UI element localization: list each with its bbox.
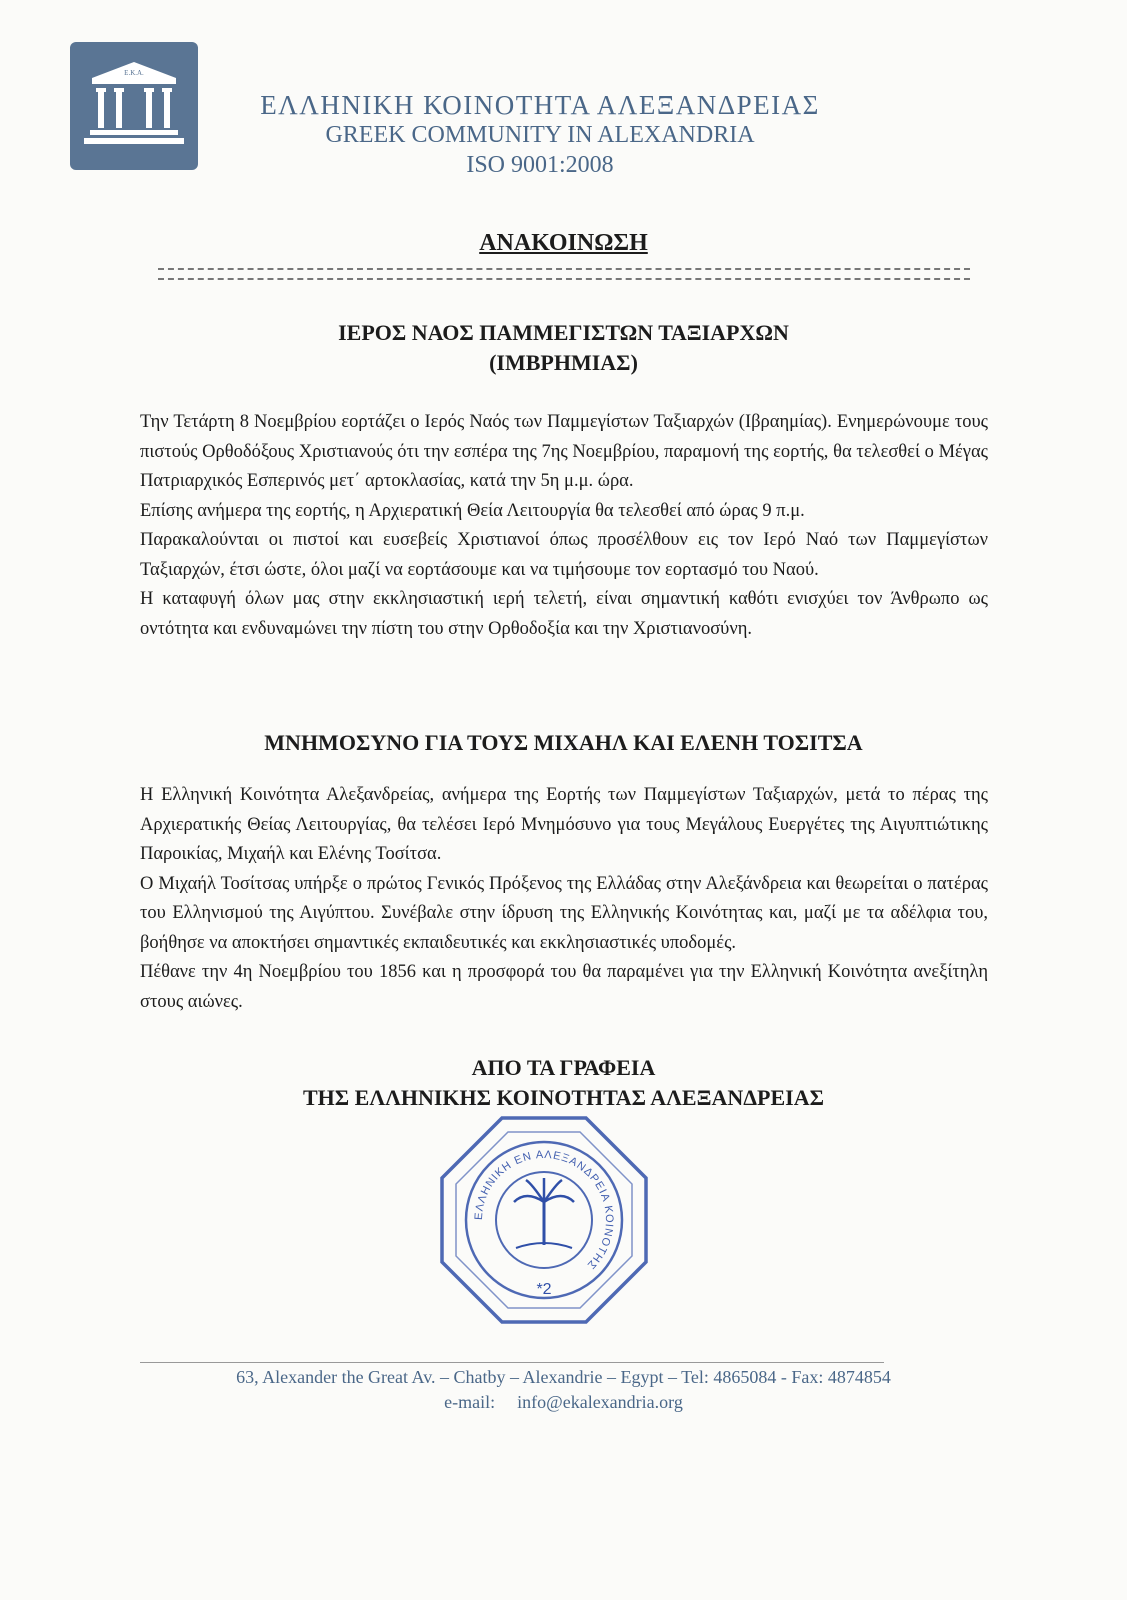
paragraph: Η καταφυγή όλων μας στην εκκλησιαστική ιερή τελετή, είναι σημαντική καθότι ενισχύει τον Άνθρωπο ως οντότητα και ενδυναμώνει την πίστη του στην Ορθοδοξία και την Χριστιανοσύνη. [140, 589, 988, 639]
org-name-greek: ΕΛΛΗΝΙΚΗ ΚΟΙΝΟΤΗΤΑ ΑΛΕΞΑΝΔΡΕΙΑΣ [260, 90, 820, 120]
email-label: e-mail: [444, 1392, 496, 1412]
paragraph: Παρακαλούνται οι πιστοί και ευσεβείς Χριστιανοί όπως προσέλθουν εις τον Ιερό Ναό των Παμμεγίστων Ταξιαρχών, έτσι ώστε, όλοι μαζί να εορτάσουμε και να τιμήσουμε τον εορτασμό του Ναού. [140, 530, 988, 580]
paragraph: Πέθανε την 4η Νοεμβρίου του 1856 και η προσφορά του θα παραμένει για την Ελληνική Κοινότητα ανεξίτηλη στους αιώνες. [140, 962, 988, 1012]
signature-line2: ΤΗΣ ΕΛΛΗΝΙΚΗΣ ΚΟΙΝΟΤΗΤΑΣ ΑΛΕΞΑΝΔΡΕΙΑΣ [302, 1085, 825, 1110]
iso-certification: ISO 9001:2008 [466, 152, 614, 178]
section2-heading: ΜΝΗΜΟΣΥΝΟ ΓΙΑ ΤΟΥΣ ΜΙΧΑΗΛ ΚΑΙ ΕΛΕΝΗ ΤΟΣΙΤΣΑ [264, 730, 863, 755]
footer-divider [140, 1362, 884, 1363]
stamp-text: ΕΛΛΗΝΙΚΗ ΕΝ ΑΛΕΞΑΝΔΡΕΙΑ ΚΟΙΝΟΤΗΣ [472, 1148, 616, 1272]
org-name-english: GREEK COMMUNITY IN ALEXANDRIA [325, 122, 755, 148]
paragraph: Επίσης ανήμερα της εορτής, η Αρχιερατική Θεία Λειτουργία θα τελεσθεί από ώρας 9 π.μ. [140, 500, 805, 521]
paragraph: Η Ελληνική Κοινότητα Αλεξανδρείας, ανήμερα της Εορτής των Παμμεγίστων Ταξιαρχών, μετά το πέρας της Αρχιερατικής Θείας Λειτουργίας, θα τελέσει Ιερό Μνημόσυνο για τους Μεγάλους Ευεργέτες της Αιγυπτιώτικης Παροικίας, Μιχαήλ και Ελένης Τοσίτσα. [140, 785, 988, 864]
paragraph: Ο Μιχαήλ Τοσίτσας υπήρξε ο πρώτος Γενικός Πρόξενος της Ελλάδας στην Αλεξάνδρεια και θεωρείται ο πατέρας του Ελληνισμού της Αιγύπτου. Συνέβαλε στην ίδρυση της Ελληνικής Κοινότητας και, μαζί με τα αδέλφια του, βοήθησε να αποκτήσει σημαντικές εκπαιδευτικές και εκκλησιαστικές υποδομές. [140, 873, 988, 953]
signature-block [0, 1053, 1127, 1113]
temple-icon [70, 42, 198, 170]
section2-body [140, 781, 988, 1017]
stamp-number: *2 [536, 1281, 552, 1298]
official-stamp [434, 1110, 654, 1330]
section1-body [140, 408, 988, 644]
double-dashed-divider [158, 268, 970, 280]
announcement-title: ΑΝΑΚΟΙΝΩΣΗ [479, 230, 648, 256]
logo-text: Ε.Κ.Α. [124, 69, 144, 77]
email-link[interactable]: info@ekalexandria.org [517, 1392, 683, 1412]
community-logo [70, 42, 198, 170]
section1-heading-line2: (ΙΜΒΡΗΜΙΑΣ) [489, 350, 638, 375]
footer-address: 63, Alexander the Great Av. – Chatby – Alexandrie – Egypt – Tel: 4865084 - Fax: 4874854 [236, 1367, 891, 1387]
section1-heading [0, 318, 1127, 378]
footer-email-row [0, 1392, 1127, 1413]
section1-heading-line1: ΙΕΡΟΣ ΝΑΟΣ ΠΑΜΜΕΓΙΣΤΩΝ ΤΑΞΙΑΡΧΩΝ [338, 320, 789, 345]
signature-line1: ΑΠΟ ΤΑ ΓΡΑΦΕΙΑ [471, 1055, 656, 1080]
paragraph: Την Τετάρτη 8 Νοεμβρίου εορτάζει ο Ιερός Ναός των Παμμεγίστων Ταξιαρχών (Ιβραημίας). Ενημερώνουμε τους πιστούς Ορθοδόξους Χριστιανούς ότι την εσπέρα της 7ης Νοεμβρίου, παραμονή της εορτής, θα τελεσθεί ο Μέγας Πατριαρχικός Εσπερινός μετ΄ αρτοκλασίας, κατά την 5η μ.μ. ώρα. [140, 412, 988, 491]
